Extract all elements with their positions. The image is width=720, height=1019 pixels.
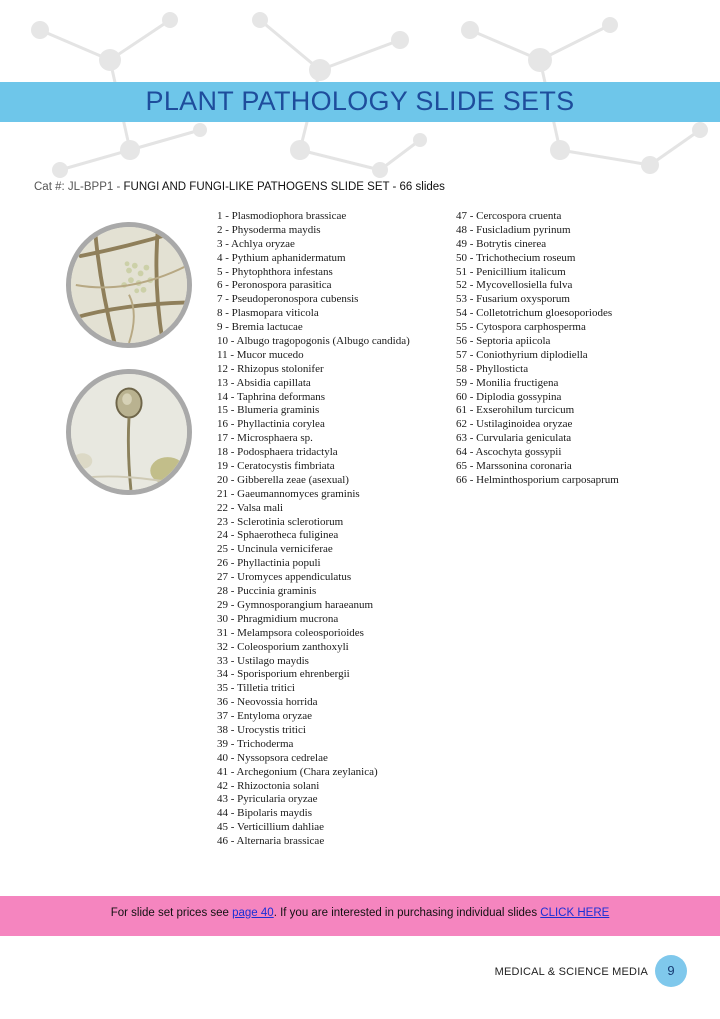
slide-list-item: 64 - Ascochyta gossypii: [456, 446, 562, 459]
slide-list-item: 62 - Ustilaginoidea oryzae: [456, 418, 573, 431]
slide-list-item: 58 - Phyllosticta: [456, 362, 529, 375]
slide-list-item: 24 - Sphaerotheca fuliginea: [217, 529, 339, 542]
slide-list-item: 14 - Taphrina deformans: [217, 390, 326, 403]
slide-list-item: 30 - Phragmidium mucrona: [217, 612, 339, 625]
micrograph-sporangium-image: [66, 369, 192, 495]
slide-list-item: 9 - Bremia lactucae: [217, 321, 303, 334]
page-title: PLANT PATHOLOGY SLIDE SETS: [145, 86, 575, 116]
slide-list-item: 16 - Phyllactinia corylea: [217, 418, 325, 431]
slide-list-item: 7 - Pseudoperonospora cubensis: [217, 293, 359, 306]
slide-list-item: 55 - Cytospora carphosperma: [456, 321, 586, 334]
slide-list-item: 37 - Entyloma oryzae: [217, 710, 312, 723]
slide-list-item: 27 - Uromyces appendiculatus: [217, 571, 352, 584]
slide-list-item: 12 - Rhizopus stolonifer: [217, 362, 324, 375]
slide-list-item: 2 - Physoderma maydis: [217, 223, 321, 236]
slide-list-item: 1 - Plasmodiophora brassicae: [217, 210, 347, 222]
pricing-note-text-2: . If you are interested in purchasing individual slides: [273, 907, 541, 919]
slide-list-item: 51 - Penicillium italicum: [456, 265, 566, 278]
slide-set-name: FUNGI AND FUNGI-LIKE PATHOGENS SLIDE SET - 66 slides: [123, 181, 445, 193]
slide-list-item: 47 - Cercospora cruenta: [456, 210, 562, 222]
slide-list-item: 21 - Gaeumannomyces graminis: [217, 487, 360, 500]
slide-list-item: 52 - Mycovellosiella fulva: [456, 279, 573, 292]
slide-list-item: 46 - Alternaria brassicae: [217, 835, 325, 848]
click-here-link[interactable]: CLICK HERE: [540, 907, 610, 919]
slide-list-item: 61 - Exserohilum turcicum: [456, 404, 575, 417]
slide-list-item: 56 - Septoria apiicola: [456, 335, 551, 348]
slide-list-column-2: [456, 210, 696, 488]
slide-list-item: 26 - Phyllactinia populi: [217, 557, 321, 570]
slide-list-item: 34 - Sporisporium ehrenbergii: [217, 668, 350, 681]
slide-list-item: 28 - Puccinia graminis: [217, 585, 317, 598]
slide-list-item: 4 - Pythium aphanidermatum: [217, 251, 346, 264]
slide-list-item: 33 - Ustilago maydis: [217, 654, 309, 667]
slide-list-column-1: [217, 210, 449, 849]
slide-list-item: 11 - Mucor mucedo: [217, 348, 304, 361]
catalog-number: Cat #: JL-BPP1 -: [34, 181, 124, 193]
slide-list-item: 17 - Microsphaera sp.: [217, 432, 313, 445]
slide-list-item: 54 - Colletotrichum gloesoporiodes: [456, 307, 613, 320]
slide-list-item: 19 - Ceratocystis fimbriata: [217, 460, 335, 473]
slide-list-item: 48 - Fusicladium pyrinum: [456, 223, 571, 236]
slide-list-item: 8 - Plasmopara viticola: [217, 307, 319, 320]
slide-list-item: 23 - Sclerotinia sclerotiorum: [217, 515, 344, 528]
slide-list-item: 66 - Helminthosporium carposaprum: [456, 473, 619, 486]
slide-list-item: 18 - Podosphaera tridactyla: [217, 446, 338, 459]
catalog-line: [34, 181, 694, 193]
slide-list-item: 45 - Verticillium dahliae: [217, 821, 325, 834]
slide-list-item: 36 - Neovossia horrida: [217, 696, 318, 709]
slide-list-item: 5 - Phytophthora infestans: [217, 265, 333, 278]
slide-list-item: 20 - Gibberella zeae (asexual): [217, 473, 349, 486]
slide-list-item: 25 - Uncinula verniciferae: [217, 543, 333, 556]
slide-list-item: 10 - Albugo tragopogonis (Albugo candida): [217, 335, 410, 348]
slide-list-item: 40 - Nyssopsora cedrelae: [217, 751, 328, 764]
slide-list-item: 49 - Botrytis cinerea: [456, 237, 547, 250]
slide-list-item: 59 - Monilia fructigena: [456, 376, 559, 389]
slide-list-item: 35 - Tilletia tritici: [217, 682, 295, 695]
slide-list-item: 3 - Achlya oryzae: [217, 237, 295, 250]
pricing-note-text-1: For slide set prices see: [110, 907, 233, 919]
slide-list-item: 15 - Blumeria graminis: [217, 404, 320, 417]
slide-list-item: 44 - Bipolaris maydis: [217, 807, 313, 820]
slide-list-item: 53 - Fusarium oxysporum: [456, 293, 570, 306]
slide-list-item: 22 - Valsa mali: [217, 501, 284, 514]
slide-list-item: 57 - Coniothyrium diplodiella: [456, 348, 588, 361]
pricing-note: [0, 907, 720, 919]
slide-list-item: 60 - Diplodia gossypina: [456, 390, 562, 403]
page-number-badge: 9: [655, 955, 687, 987]
slide-list-item: 50 - Trichothecium roseum: [456, 251, 576, 264]
micrograph-hyphae-image: [66, 222, 192, 348]
page-40-link[interactable]: page 40: [232, 907, 274, 919]
slide-list-item: 43 - Pyricularia oryzae: [217, 793, 318, 806]
slide-list-item: 63 - Curvularia geniculata: [456, 432, 572, 445]
slide-list-item: 42 - Rhizoctonia solani: [217, 779, 320, 792]
brand-name: MEDICAL & SCIENCE MEDIA: [494, 966, 648, 978]
slide-list-item: 39 - Trichoderma: [217, 737, 294, 750]
slide-list-item: 6 - Peronospora parasitica: [217, 279, 332, 292]
slide-list-item: 38 - Urocystis tritici: [217, 723, 306, 736]
slide-list-item: 32 - Coleosporium zanthoxyli: [217, 640, 349, 653]
slide-list-item: 31 - Melampsora coleosporioides: [217, 626, 364, 639]
slide-list-item: 65 - Marssonina coronaria: [456, 460, 572, 473]
slide-list-item: 41 - Archegonium (Chara zeylanica): [217, 765, 378, 778]
slide-list-item: 29 - Gymnosporangium haraeanum: [217, 598, 374, 611]
slide-list-item: 13 - Absidia capillata: [217, 376, 311, 389]
